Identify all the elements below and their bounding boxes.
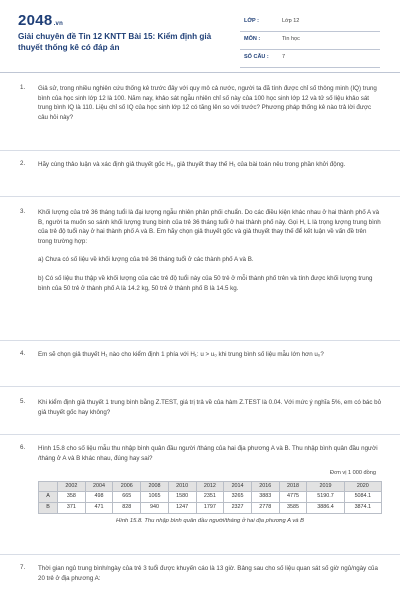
- table-cell: 3886.4: [307, 502, 344, 513]
- question-6: [20, 444, 382, 544]
- site-logo[interactable]: 2048.vn: [18, 12, 64, 29]
- question-number: 1.: [20, 84, 26, 91]
- row-label-cell: A: [39, 492, 58, 503]
- table-row: [39, 492, 382, 503]
- question-4: [20, 350, 382, 374]
- question-text: [38, 160, 382, 179]
- question-paragraph: Hãy cùng thảo luận và xác định giả thuyết gốc H₀, giả thuyết thay thế H₁ của bài toán nêu trong phần khởi động.: [38, 161, 346, 168]
- year-header-cell: 2008: [141, 481, 169, 492]
- table-cell: 3265: [224, 492, 252, 503]
- divider: [0, 196, 400, 197]
- question-number: 5.: [20, 398, 26, 405]
- question-paragraph: Thời gian ngủ trung bình/ngày của trẻ 3 tuổi được khuyến cáo là 13 giờ. Bảng sau cho số liệu quan sát số giờ ngủ/ngày của 20 trẻ ở địa phương A:: [38, 565, 378, 582]
- question-paragraph: Em sẽ chọn giả thuyết H₁ nào cho kiểm định 1 phía với H₁: u > u₀ khi trung bình số liệu mẫu lớn hơn u₀?: [38, 351, 324, 358]
- question-number: 4.: [20, 350, 26, 357]
- table-cell: 5190.7: [307, 492, 344, 503]
- divider: [0, 434, 400, 435]
- divider: [0, 554, 400, 555]
- question-paragraph: Giả sử, trong nhiều nghiên cứu thống kê trước đây với quy mô cả nước, người ta đã tính được chỉ số thông minh (IQ) trung bình của học sinh lớp 12 là 100. Năm nay, khảo sát ngẫu nhiên chỉ số này của 100 học sinh lớp 12 và tử số liệu khảo sát trung bình IQ là 110. Liệu chỉ số IQ của học sinh lớp 12 có tăng lên so với trước? Phương pháp thống kê nào trả lời được câu hỏi này?: [38, 85, 377, 121]
- meta-row-count: [240, 50, 380, 68]
- year-header-cell: 2019: [307, 481, 344, 492]
- meta-label: LỚP :: [244, 18, 259, 24]
- question-5: [20, 398, 382, 422]
- question-paragraph: a) Chưa có số liệu về khối lượng của trẻ 36 tháng tuổi ở các thành phố A và B.: [38, 256, 254, 264]
- question-number: 6.: [20, 444, 26, 451]
- table-cell: 3585: [279, 502, 307, 513]
- table-cell: 1065: [141, 492, 169, 503]
- table-corner-cell: [39, 481, 58, 492]
- table-cell: 2327: [224, 502, 252, 513]
- question-2: [20, 160, 382, 184]
- meta-value: 7: [282, 54, 286, 60]
- table-cell: 828: [113, 502, 141, 513]
- table-header-row: [39, 481, 382, 492]
- question-paragraph: Hình 15.8 cho số liệu mẫu thu nhập bình quân đầu người /tháng của hai địa phương A và B. Thu nhập bình quân đầu người /tháng ở A và B khác nhau, đúng hay sai?: [38, 445, 378, 462]
- header-divider: [0, 72, 400, 73]
- income-table: [38, 481, 382, 514]
- year-header-cell: 2012: [196, 481, 224, 492]
- year-header-cell: 2010: [168, 481, 196, 492]
- table-cell: 665: [113, 492, 141, 503]
- table-cell: 358: [58, 492, 86, 503]
- year-header-cell: 2014: [224, 481, 252, 492]
- divider: [0, 340, 400, 341]
- meta-value: Tin học: [282, 36, 300, 42]
- meta-label: MÔN :: [244, 36, 261, 42]
- year-header-cell: 2006: [113, 481, 141, 492]
- question-number: 3.: [20, 208, 26, 215]
- question-paragraph: b) Có số liệu thu thập về khối lượng của các trẻ độ tuổi này của 50 trẻ ở mỗi thành phố trên và tính được khối lượng trung bình của 50 trẻ ở thành phố A là 14.2 kg, 50 trẻ ở thành phố B là 14.5 kg.: [38, 274, 373, 292]
- year-header-cell: 2016: [251, 481, 279, 492]
- question-text: [38, 398, 382, 426]
- question-paragraph: Khối lượng của trẻ 36 tháng tuổi là đại lượng ngẫu nhiên phân phối chuẩn. Do các điều kiện khác nhau ở hai thành phố A và B, người ta muốn so sánh khối lượng trung bình của trẻ 36 tháng tuổi ở hai thành phố này. Gọi H, L là trọng lượng trung bình của trẻ độ tuổi này ở hai thành phố A và B. Em hãy chọn giả thuyết gốc và giả thuyết thay thế để kết luận về vấn đề trên trong trường hợp:: [38, 209, 381, 245]
- table-cell: 1797: [196, 502, 224, 513]
- question-paragraph: Khi kiểm định giả thuyết 1 trung bình bằng Z.TEST, giá trị trả về của hàm Z.TEST là 0.04. Với mức ý nghĩa 5%, em có bác bỏ giả thuyết gốc hay không?: [38, 399, 382, 416]
- question-text: [38, 564, 382, 592]
- table-cell: 1247: [168, 502, 196, 513]
- question-7: [20, 564, 382, 588]
- table-caption: Hình 15.8. Thu nhập bình quân đầu người/tháng ở hai địa phương A và B: [116, 517, 304, 524]
- meta-row-subject: [240, 32, 380, 50]
- table-cell: 3883: [251, 492, 279, 503]
- table-cell: 3874.1: [344, 502, 381, 513]
- meta-label: SỐ CÂU :: [244, 54, 269, 60]
- question-text: [38, 444, 382, 526]
- table-cell: 940: [141, 502, 169, 513]
- table-row: [39, 502, 382, 513]
- divider: [0, 150, 400, 151]
- table-cell: 5084.1: [344, 492, 381, 503]
- page-header: [18, 12, 384, 64]
- table-cell: 471: [85, 502, 113, 513]
- question-text: [38, 208, 382, 302]
- meta-row-grade: [240, 14, 380, 32]
- page-title: Giải chuyên đề Tin 12 KNTT Bài 15: Kiểm định giả thuyết thống kê có đáp án: [18, 32, 212, 52]
- year-header-cell: 2020: [344, 481, 381, 492]
- table-cell: 1580: [168, 492, 196, 503]
- question-3: [20, 208, 382, 338]
- divider: [0, 386, 400, 387]
- meta-value: Lớp 12: [282, 18, 300, 24]
- question-1: [20, 84, 382, 140]
- year-header-cell: 2002: [58, 481, 86, 492]
- question-number: 7.: [20, 564, 26, 571]
- income-table-block: [38, 469, 382, 526]
- question-text: [38, 350, 382, 369]
- table-cell: 498: [85, 492, 113, 503]
- table-cell: 4775: [279, 492, 307, 503]
- row-label-cell: B: [39, 502, 58, 513]
- question-text: [38, 84, 382, 131]
- meta-box: [240, 14, 380, 68]
- table-cell: 2778: [251, 502, 279, 513]
- year-header-cell: 2018: [279, 481, 307, 492]
- table-cell: 371: [58, 502, 86, 513]
- table-cell: 2351: [196, 492, 224, 503]
- table-unit: Đơn vị 1 000 đồng: [330, 470, 376, 477]
- question-number: 2.: [20, 160, 26, 167]
- year-header-cell: 2004: [85, 481, 113, 492]
